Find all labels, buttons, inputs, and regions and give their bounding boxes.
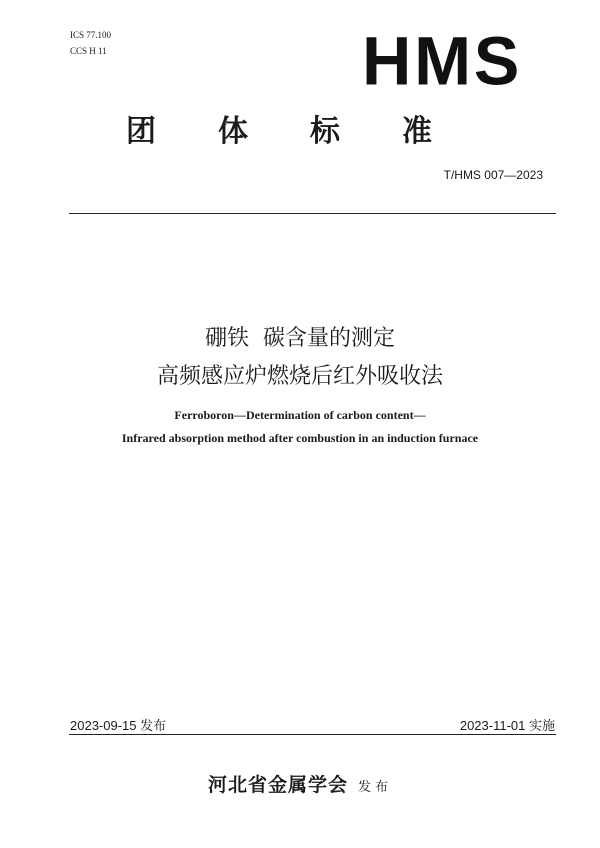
publish-action: 发布 (358, 780, 393, 795)
ics-code: ICS 77.100 (70, 30, 112, 40)
standard-type-heading: 团体标准 (126, 114, 494, 149)
bottom-divider (69, 734, 556, 735)
ccs-code: CCS H 11 (70, 46, 107, 56)
hms-logo: HMS (362, 23, 523, 100)
classification-codes (70, 27, 111, 59)
chinese-title-line-2: 高频感应炉燃烧后红外吸收法 (156, 364, 443, 389)
publisher-organization: 河北省金属学会 (207, 774, 348, 796)
english-title-line-1: Ferroboron—Determination of carbon content— (174, 408, 426, 422)
standard-number: T/HMS 007—2023 (443, 168, 543, 182)
implementation-date: 2023-11-01 实施 (459, 718, 555, 733)
issue-date: 2023-09-15 发布 (70, 718, 167, 733)
chinese-title-line-1: 硼铁 碳含量的测定 (205, 326, 395, 351)
english-title-line-2: Infrared absorption method after combustion in an induction furnace (121, 431, 479, 445)
publisher-line (0, 770, 600, 797)
top-divider (69, 213, 556, 214)
